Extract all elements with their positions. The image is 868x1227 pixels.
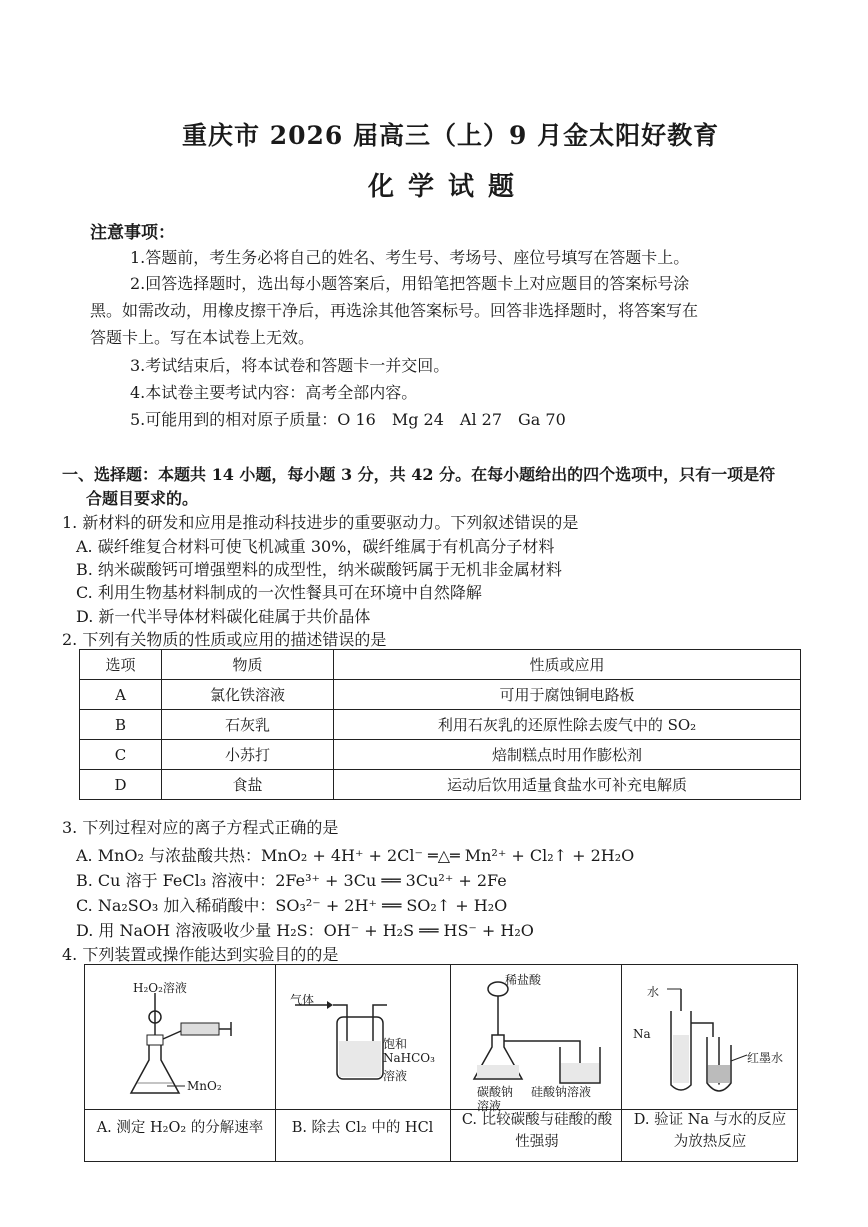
label-solution: 溶液 [383,1069,408,1083]
option-d-caption: D. 验证 Na 与水的反应为放热反应 [633,1112,787,1150]
question-4-figure [84,964,798,1162]
notice-heading: 注意事项： [90,223,175,243]
question-2-table [79,649,801,800]
table-row [80,740,801,770]
label-nahco3: NaHCO₃ [383,1051,435,1065]
notice-item: 黑。如需改动，用橡皮擦干净后，再选涂其他答案标号。回答非选择题时，将答案写在 [90,301,699,320]
option-b-caption: B. 除去 Cl₂ 中的 HCl [291,1120,434,1136]
option-c-caption: C. 比较碳酸与硅酸的酸性强弱 [461,1112,613,1150]
exam-subject-title: 化学试题 [368,172,529,202]
notice-item: 2.回答选择题时，选出每小题答案后，用铅笔把答题卡上对应题目的答案标号涂 [130,274,690,293]
notice-item: 1.答题前，考生务必将自己的姓名、考生号、考场号、座位号填写在答题卡上。 [130,248,690,267]
question-4-stem: 4. 下列装置或操作能达到实验目的的是 [62,945,339,964]
table-cell: 小苏打 [162,740,334,770]
notice-item: 5.可能用到的相对原子质量：O 16 Mg 24 Al 27 Ga 70 [130,410,566,429]
label-gas: 气体 [290,993,315,1007]
table-header-cell: 选项 [80,650,162,680]
question-3-option: A. MnO₂ 与浓盐酸共热：MnO₂ + 4H⁺ + 2Cl⁻ ═△═ Mn²⁺ + Cl₂↑ + 2H₂O [76,846,635,865]
label-red-ink: 红墨水 [747,1051,784,1065]
label-saturated: 饱和 [383,1037,408,1051]
table-cell: 氯化铁溶液 [162,680,334,710]
label-na2co3: 碳酸钠 [477,1085,514,1099]
table-cell: 可用于腐蚀铜电路板 [334,680,801,710]
notice-item: 4.本试卷主要考试内容：高考全部内容。 [130,383,418,402]
label-h2o2: H₂O₂溶液 [133,981,187,995]
label-mno2: MnO₂ [187,1079,222,1093]
table-header-row [80,650,801,680]
notice-item: 3.考试结束后，将本试卷和答题卡一并交回。 [130,356,450,375]
table-header-cell: 物质 [162,650,334,680]
table-row [80,680,801,710]
notice-item: 答题卡上。写在本试卷上无效。 [90,328,315,347]
table-cell: 石灰乳 [162,710,334,740]
question-3-stem: 3. 下列过程对应的离子方程式正确的是 [62,818,339,837]
exam-title: 重庆市 2026 届高三（上）9 月金太阳好教育 [182,121,720,150]
table-row [80,710,801,740]
table-row [80,770,801,800]
label-na2sio3: 硅酸钠溶液 [531,1085,592,1099]
label-water: 水 [647,985,660,999]
table-cell: 利用石灰乳的还原性除去废气中的 SO₂ [334,710,801,740]
table-cell: C [80,740,162,770]
label-hcl: 稀盐酸 [505,973,542,987]
label-na: Na [633,1027,651,1041]
label-solution: 溶液 [477,1099,502,1113]
table-cell: 焙制糕点时用作膨松剂 [334,740,801,770]
table-cell: B [80,710,162,740]
option-a-caption: A. 测定 H₂O₂ 的分解速率 [96,1120,264,1136]
table-cell: A [80,680,162,710]
section-heading: 一、选择题：本题共 14 小题，每小题 3 分，共 42 分。在每小题给出的四个选项中，只有一项是符 [62,465,776,484]
question-1-option: C. 利用生物基材料制成的一次性餐具可在环境中自然降解 [76,583,482,602]
table-header-cell: 性质或应用 [334,650,801,680]
question-2-stem: 2. 下列有关物质的性质或应用的描述错误的是 [62,630,387,649]
question-1-option: D. 新一代半导体材料碳化硅属于共价晶体 [76,607,371,626]
table-cell: 食盐 [162,770,334,800]
apparatus-b-diagram [275,965,450,1109]
question-1-option: B. 纳米碳酸钙可增强塑料的成型性，纳米碳酸钙属于无机非金属材料 [76,560,562,579]
question-3-option: B. Cu 溶于 FeCl₃ 溶液中：2Fe³⁺ + 3Cu ══ 3Cu²⁺ + 2Fe [76,871,507,890]
question-1-stem: 1. 新材料的研发和应用是推动科技进步的重要驱动力。下列叙述错误的是 [62,513,579,532]
question-1-option: A. 碳纤维复合材料可使飞机减重 30%，碳纤维属于有机高分子材料 [76,537,555,556]
question-3-option: D. 用 NaOH 溶液吸收少量 H₂S：OH⁻ + H₂S ══ HS⁻ + H₂O [76,921,534,940]
question-3-option: C. Na₂SO₃ 加入稀硝酸中：SO₃²⁻ + 2H⁺ ══ SO₂↑ + H₂O [76,896,508,915]
section-heading-cont: 合题目要求的。 [86,489,199,508]
table-cell: D [80,770,162,800]
table-cell: 运动后饮用适量食盐水可补充电解质 [334,770,801,800]
